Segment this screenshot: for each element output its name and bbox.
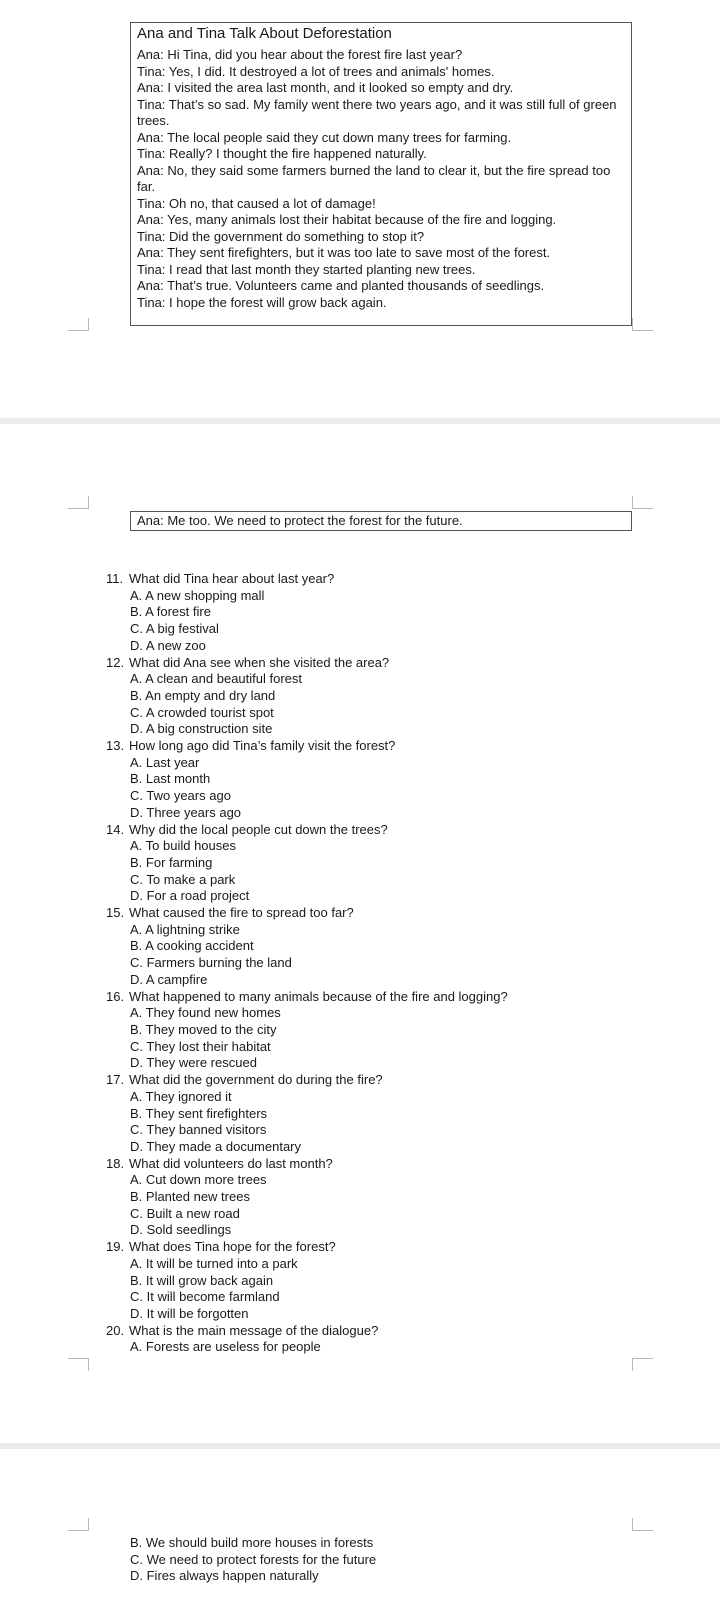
page-corner-mark (632, 496, 653, 509)
question-text: What caused the fire to spread too far? (129, 905, 354, 921)
answer-option: C. We need to protect forests for the future (130, 1551, 377, 1567)
answer-option: B. Last month (130, 771, 211, 787)
question (106, 989, 686, 1006)
question (106, 1323, 686, 1340)
answer-option: B. They moved to the city (130, 1021, 277, 1037)
answer-option: D. A new zoo (130, 637, 206, 653)
answer-option: D. They were rescued (130, 1055, 257, 1071)
dialogue-title: Ana and Tina Talk About Deforestation (137, 25, 392, 42)
answer-option: D. A campfire (130, 971, 208, 987)
answer-option: B. An empty and dry land (130, 687, 276, 703)
dialogue-line: Tina: Did the government do something to stop it? (137, 228, 425, 244)
dialogue-line: Ana: The local people said they cut down many trees for farming. (137, 129, 512, 145)
page-corner-mark (68, 318, 89, 331)
question-number: 17. (106, 1072, 125, 1088)
question-20-continued (130, 1535, 690, 1585)
dialogue-line: Ana: I visited the area last month, and it looked so empty and dry. (137, 80, 514, 95)
answer-option: C. They lost their habitat (130, 1038, 271, 1054)
answer-option: A. To build houses (130, 838, 236, 854)
answer-option: B. We should build more houses in forests (130, 1535, 374, 1550)
page-corner-mark (632, 318, 653, 331)
answer-option: D. Fires always happen naturally (130, 1568, 319, 1584)
question-number: 14. (106, 821, 125, 837)
answer-option: A. A new shopping mall (130, 587, 265, 603)
question-text: What happened to many animals because of the fire and logging? (129, 988, 508, 1004)
dialogue-line: Tina: Really? I thought the fire happened naturally. (137, 146, 427, 161)
page-break (0, 1443, 720, 1449)
dialogue-line: Tina: I hope the forest will grow back again. (137, 294, 387, 310)
dialogue-line: Ana: Me too. We need to protect the forest for the future. (137, 513, 463, 528)
question-text: What does Tina hope for the forest? (129, 1239, 336, 1255)
answer-option: A. They found new homes (130, 1005, 281, 1021)
question (106, 738, 686, 755)
question-text: What did Tina hear about last year? (129, 571, 335, 586)
answer-option: C. A crowded tourist spot (130, 704, 274, 720)
dialogue-line: Ana: Yes, many animals lost their habitat because of the fire and logging. (137, 212, 557, 227)
answer-option: A. Cut down more trees (130, 1172, 267, 1188)
answer-option: C. A big festival (130, 621, 219, 637)
question-number: 15. (106, 905, 125, 921)
answer-option: C. Built a new road (130, 1205, 240, 1221)
question-text: Why did the local people cut down the trees? (129, 821, 388, 837)
page-corner-mark (632, 1518, 653, 1531)
question-number: 18. (106, 1155, 125, 1171)
question-text: How long ago did Tina’s family visit the forest? (129, 738, 396, 754)
answer-option: D. Three years ago (130, 804, 242, 820)
page-break (0, 418, 720, 424)
answer-option: C. They banned visitors (130, 1122, 267, 1138)
dialogue-line: Ana: That’s true. Volunteers came and planted thousands of seedlings. (137, 278, 545, 293)
answer-option: D. It will be forgotten (130, 1305, 249, 1321)
question (106, 1072, 686, 1089)
question-text: What did volunteers do last month? (129, 1155, 333, 1171)
answer-option: D. Sold seedlings (130, 1222, 232, 1238)
answer-option: C. It will become farmland (130, 1289, 280, 1305)
answer-option: B. For farming (130, 854, 213, 870)
dialogue-line: Ana: They sent firefighters, but it was too late to save most of the forest. (137, 245, 551, 260)
answer-option: D. They made a documentary (130, 1138, 302, 1154)
dialogue-line: Tina: That’s so sad. My family went there two years ago, and it was still full of green trees. (137, 96, 617, 128)
question-number: 19. (106, 1239, 125, 1255)
question-number: 13. (106, 738, 125, 754)
answer-option: A. A clean and beautiful forest (130, 671, 303, 687)
answer-option: D. For a road project (130, 888, 250, 904)
answer-option: A. Last year (130, 754, 200, 770)
answer-option: B. Planted new trees (130, 1189, 250, 1205)
page-corner-mark (632, 1358, 653, 1371)
answer-option: A. Forests are useless for people (130, 1339, 321, 1355)
question (106, 905, 686, 922)
question-number: 16. (106, 988, 125, 1004)
answer-option: B. It will grow back again (130, 1272, 274, 1288)
answer-option: A. It will be turned into a park (130, 1255, 298, 1271)
dialogue-line: Tina: Yes, I did. It destroyed a lot of trees and animals' homes. (137, 63, 495, 79)
dialogue-line: Ana: No, they said some farmers burned the land to clear it, but the fire spread too far. (137, 162, 611, 194)
answer-option: D. A big construction site (130, 721, 273, 737)
answer-option: B. They sent firefighters (130, 1105, 268, 1121)
question-number: 11. (106, 571, 124, 586)
question (106, 655, 686, 672)
dialogue-line: Tina: Oh no, that caused a lot of damage! (137, 195, 376, 211)
answer-option: A. They ignored it (130, 1088, 232, 1104)
answer-option: C. Two years ago (130, 788, 231, 804)
question (106, 1239, 686, 1256)
question-text: What did the government do during the fire? (129, 1072, 383, 1088)
page-corner-mark (68, 1518, 89, 1531)
dialogue-line: Tina: I read that last month they started planting new trees. (137, 261, 476, 277)
answer-option: B. A cooking accident (130, 938, 254, 954)
question-list (106, 571, 686, 1356)
dialogue-line: Ana: Hi Tina, did you hear about the forest fire last year? (137, 47, 463, 62)
question-number: 12. (106, 654, 125, 670)
dialogue-box (130, 22, 632, 326)
page-corner-mark (68, 496, 89, 509)
question-number: 20. (106, 1322, 125, 1338)
answer-option: B. A forest fire (130, 604, 211, 620)
question (106, 1156, 686, 1173)
page-corner-mark (68, 1358, 89, 1371)
question (106, 571, 686, 588)
answer-option: C. Farmers burning the land (130, 955, 292, 971)
dialogue-box-continued (130, 511, 632, 531)
answer-option: A. A lightning strike (130, 921, 240, 937)
question-text: What is the main message of the dialogue? (129, 1322, 379, 1338)
answer-option: C. To make a park (130, 871, 236, 887)
question (106, 822, 686, 839)
question-text: What did Ana see when she visited the area? (129, 654, 390, 670)
